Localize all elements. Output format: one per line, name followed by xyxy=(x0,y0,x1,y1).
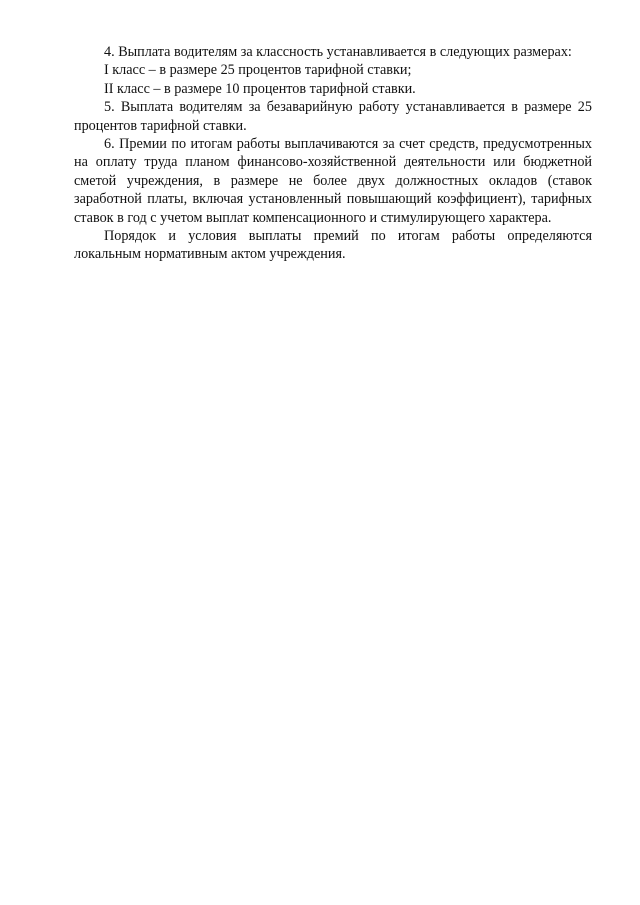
paragraph-accident-free-payment: 5. Выплата водителям за безаварийную работу устанавливается в размере 25 процентов тарифной ставки. xyxy=(74,99,592,134)
paragraph-class-one: I класс – в размере 25 процентов тарифной ставки; xyxy=(104,62,412,79)
paragraph-classification-payment: 4. Выплата водителям за классность устанавливается в следующих размерах: xyxy=(104,44,572,60)
paragraph-bonus-procedure: Порядок и условия выплаты премий по итогам работы определяются локальным нормативным актом учреждения. xyxy=(74,228,592,263)
paragraph-bonuses: 6. Премии по итогам работы выплачиваются за счет средств, предусмотренных на оплату труда планом финансово-хозяйственной деятельности или бюджетной сметой учреждения, в размере не более двух должностных окладов (ставок заработной платы, включая установленный повышающий коэффициент), тарифных ставок в год с учетом выплат компенсационного и стимулирующего характера. xyxy=(74,136,592,226)
document-body xyxy=(74,43,592,264)
paragraph-class-two: II класс – в размере 10 процентов тарифной ставки. xyxy=(104,80,416,97)
